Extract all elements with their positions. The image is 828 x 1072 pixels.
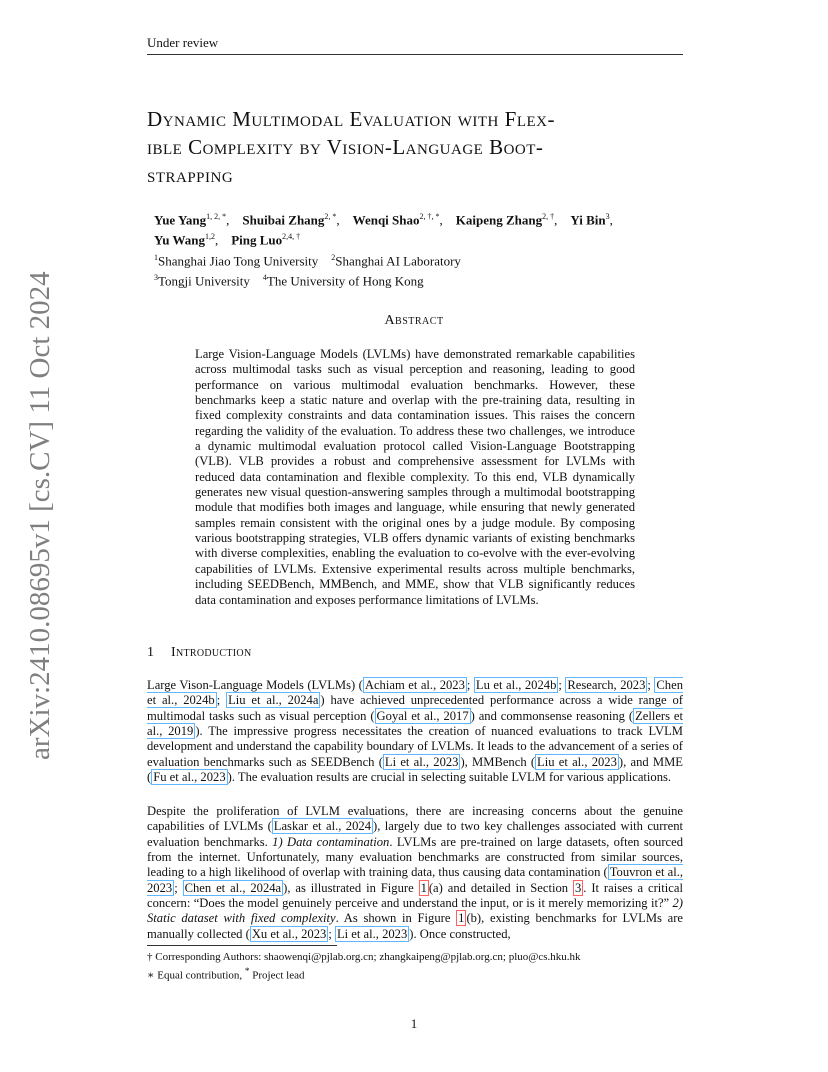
citation-link[interactable]: Liu et al., 2023 [537, 754, 617, 769]
author-sup: 2, * [324, 212, 337, 221]
author-line-2: Yu Wang$^{1,2}$, Ping Luo$^{2,4, \dagger}$ [154, 232, 301, 248]
section-heading [147, 645, 687, 661]
author-name: Wenqi Shao [352, 212, 420, 228]
author-line-1: Yue Yang$^{1, 2, *}$, Shuibai Zhang$^{2, *}$, Wenqi Shao$^{2, \dagger, *}$, Kaipeng Zhang$^{2, \dagger}$, Yi Bin$^3$, [154, 212, 613, 228]
citation-link[interactable]: Chen et al., 2024a [184, 880, 282, 895]
title-line-1: Dynamic Multimodal Evaluation with Flex- [147, 107, 555, 131]
intro-paragraph-1: Large Vison-Language Models (LVLMs) ( Achiam et al., 2023 ; Lu et al., 2024b ; Research, 2023 ; Chen et al., 2024b ; Liu et al., 2024a ) have achieved unprecedented performance across a wide range of multimodal tasks such as visual perception ( Goyal et al., 2017 ) and commonsense reasoning ( Zellers et al., 2019 ). The impressive progress necessitates the creation of nuanced evaluations to track LVLM development and understand the capability boundary of LVLMs. It leads to the advancement of a series of evaluation benchmarks such as SEEDBench ( Li et al., 2023 ), MMBench ( Liu et al., 2023 ), and MME ( Fu et al., 2023 ). The evaluation results are crucial in selecting suitable LVLM for various applications. [147, 678, 683, 785]
citation-link[interactable]: Xu et al., 2023 [251, 926, 327, 941]
author-sup: 1, 2, * [206, 212, 227, 221]
author-sup: 2, † [542, 212, 555, 221]
author-name: Ping Luo [231, 232, 283, 248]
author-sup: 3 [605, 212, 610, 221]
affiliation: Shanghai Jiao Tong University [158, 252, 319, 268]
author-sup: 2,4, † [282, 232, 301, 242]
citation-link[interactable]: Chen et al., 2024b [147, 678, 683, 708]
section-number: 1 [147, 645, 155, 660]
author-name: Kaipeng Zhang [455, 212, 543, 228]
citation-link[interactable]: Laskar et al., 2024 [273, 819, 371, 834]
affiliation-line-2: $^3$Tongji University $^4$The University of Hong Kong [154, 272, 424, 289]
footnotes [147, 950, 687, 983]
footnote-equal: ∗ Equal contribution, * Project lead [147, 966, 305, 982]
citation-link[interactable]: Research, 2023 [567, 678, 646, 692]
author-name: Yi Bin [570, 212, 606, 228]
author-sup: 1,2 [204, 232, 215, 242]
figure-ref-link[interactable]: 1 [458, 911, 465, 926]
author-name: Yu Wang [154, 232, 205, 248]
affiliation-line-1: $^1$Shanghai Jiao Tong University $^2$Shanghai AI Laboratory [154, 252, 461, 268]
citation-link[interactable]: Fu et al., 2023 [153, 770, 226, 785]
citation-link[interactable]: Goyal et al., 2017 [376, 708, 469, 723]
citation-link[interactable]: Achiam et al., 2023 [364, 678, 465, 692]
arxiv-stamp: arXiv:2410.08695v1 [cs.CV] 11 Oct 2024 [24, 271, 56, 760]
author-block [154, 208, 684, 289]
citation-link[interactable]: Touvron et al., 2023 [147, 865, 683, 895]
affiliation: The University of Hong Kong [266, 273, 424, 289]
citation-link[interactable]: Li et al., 2023 [336, 926, 408, 941]
footnote-rule [147, 945, 337, 946]
affiliation: Tongji University [158, 273, 250, 289]
intro-paragraph-2: Despite the proliferation of LVLM evaluations, there are increasing concerns about the genuine capabilities of LVLMs ( Laskar et al., 2024 ), largely due to two key challenges associated with current evaluation benchmarks. 1) Data contamination. LVLMs are pre-trained on large datasets, often sourced from the internet. Unfortunately, many evaluation benchmarks are constructed from similar sources, leading to a high likelihood of overlap with training data, thus causing data contamination ( Touvron et al., 2023 ; Chen et al., 2024a ), as illustrated in Figure 1 (a) and detailed in Section 3 . It raises a critical concern: “Does the model genuinely perceive and understand the input, or is it merely memorizing it?” 2) Static dataset with fixed complexity. As shown in Figure 1 (b), existing benchmarks for LVLMs are manually collected ( Xu et al., 2023 ; Li et al., 2023 ). Once constructed, [147, 804, 684, 941]
abstract-heading: Abstract [384, 313, 444, 328]
section-ref-link[interactable]: 3 [574, 880, 582, 895]
running-header: Under review [147, 35, 683, 55]
section-title: Introduction [171, 645, 252, 660]
author-name: Shuibai Zhang [242, 212, 325, 228]
paper-title [147, 105, 687, 189]
citation-link[interactable]: Liu et al., 2024a [228, 693, 319, 708]
footnote-corresponding: † Corresponding Authors: shaowenqi@pjlab.org.cn; zhangkaipeng@pjlab.org.cn; pluo@cs.hku.hk [147, 951, 581, 963]
title-line-3: strapping [147, 163, 234, 187]
emphasis: 2) Static dataset with fixed complexity [147, 896, 683, 926]
figure-ref-link[interactable]: 1 [420, 880, 427, 895]
author-name: Yue Yang [154, 212, 207, 228]
abstract-body: Large Vision-Language Models (LVLMs) have demonstrated remarkable capabilities across multimodal tasks such as visual perception and reasoning, leading to good performance on various multimodal evaluation benchmarks. However, these benchmarks keep a static nature and overlap with the pre-training data, resulting in fixed complexity constraints and data contamination issues. This raises the concern regarding the validity of the evaluation. To address these two challenges, we introduce a dynamic multimodal evaluation protocol called Vision-Language Bootstrapping (VLB). VLB provides a robust and comprehensive assessment for LVLMs with reduced data contamination and flexible complexity. To this end, VLB dynamically generates new visual question-answering samples through a multimodal bootstrapping module that modifies both images and language, while ensuring that newly generated samples remain consistent with the original ones by a judge module. By composing various bootstrapping strategies, VLB offers dynamic variants of existing benchmarks with diverse complexities, enabling the evaluation to co-evolve with the ever-evolving capabilities of LVLMs. Extensive experimental results across multiple benchmarks, including SEEDBench, MMBench, and MME, show that VLB significantly reduces data contamination and exposes performance limitations of LVLMs. [195, 347, 635, 607]
title-line-2: ible Complexity by Vision-Language Boot- [147, 135, 544, 159]
citation-link[interactable]: Li et al., 2023 [384, 754, 459, 769]
emphasis: 1) Data contamination [272, 834, 390, 849]
affiliation: Shanghai AI Laboratory [335, 252, 461, 268]
citation-link[interactable]: Lu et al., 2024b [475, 678, 557, 692]
author-sup: 2, †, * [419, 212, 440, 221]
page-number: 1 [410, 1016, 418, 1031]
citation-link[interactable]: Zellers et al., 2019 [147, 708, 683, 739]
